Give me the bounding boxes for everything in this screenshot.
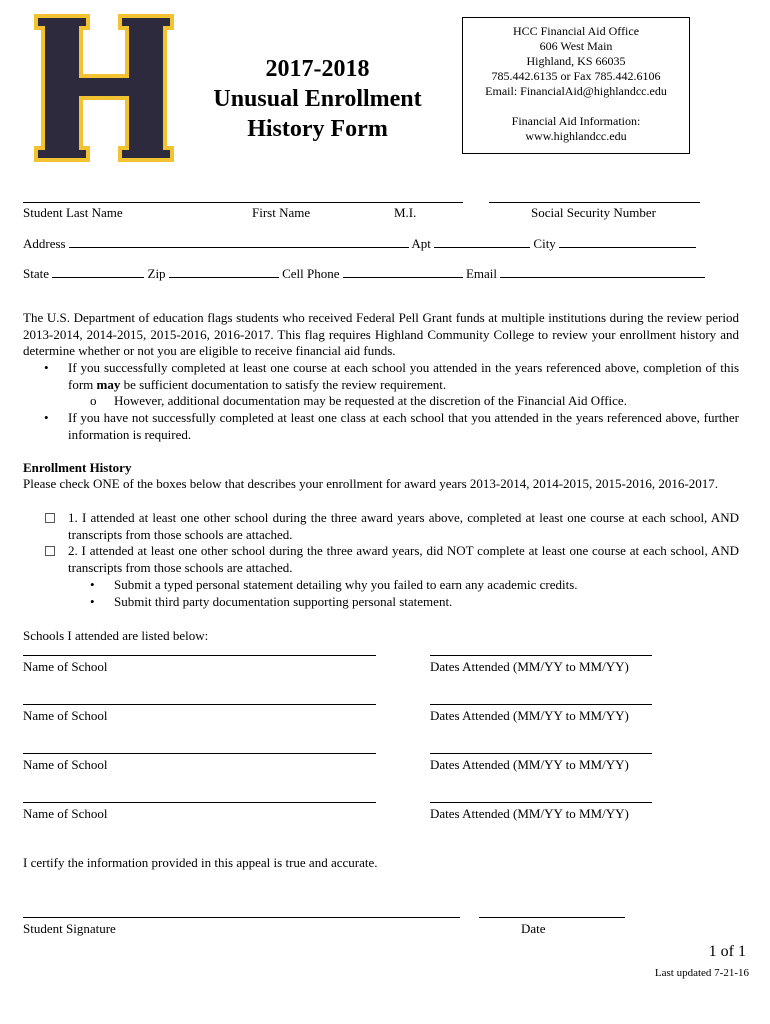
office-website: www.highlandcc.edu (525, 129, 627, 143)
bullet-icon: • (90, 577, 95, 592)
last-updated: Last updated 7-21-16 (654, 967, 749, 979)
bullet-icon: • (90, 594, 95, 609)
signature-line[interactable] (23, 917, 460, 918)
school-dates-line[interactable] (430, 802, 652, 803)
city-label: City (533, 236, 556, 251)
mi-label: M.I. (394, 205, 417, 220)
college-logo (34, 14, 174, 162)
school-name-line[interactable] (23, 753, 376, 754)
bullet-1: If you successfully completed at least one course at each school you attended in the years referenced above, completion of this form may be sufficient documentation to satisfy the review requirement. (68, 360, 739, 392)
bullet-2: If you have not successfully completed at least one class at each school that you attended in the years referenced above, further information is required. (68, 410, 739, 442)
signature-label: Student Signature (23, 921, 116, 936)
option-2-bullet-1: Submit a typed personal statement detailing why you failed to earn any academic credits. (114, 577, 578, 592)
city-field[interactable] (559, 236, 696, 248)
page-number: 1 of 1 (708, 943, 746, 960)
school-dates-label: Dates Attended (MM/YY to MM/YY) (430, 757, 629, 772)
ssn-field-line[interactable] (489, 202, 700, 203)
address-field[interactable] (69, 236, 409, 248)
office-phone: 785.442.6135 or Fax 785.442.6106 (491, 69, 661, 83)
enrollment-instructions: Please check ONE of the boxes below that describes your enrollment for award years 2013-2014, 2014-2015, 2015-2016, 2016-2017. (23, 476, 718, 491)
sub-bullet-icon: o (90, 393, 97, 408)
office-name: HCC Financial Aid Office (512, 24, 640, 38)
option-1-text: 1. I attended at least one other school during the three award years above, completed at least one course at each school, AND transcripts from those schools are attached. (68, 510, 739, 542)
office-email: Email: FinancialAid@highlandcc.edu (485, 84, 667, 98)
certify-statement: I certify the information provided in this appeal is true and accurate. (23, 855, 378, 870)
state-label: State (23, 266, 49, 281)
sub-bullet: However, additional documentation may be requested at the discretion of the Financial Aid Office. (114, 393, 627, 408)
name-field-line[interactable] (23, 202, 463, 203)
school-dates-line[interactable] (430, 704, 652, 705)
title-line-3: History Form (247, 116, 388, 142)
email-field[interactable] (500, 266, 705, 278)
contact-row (23, 266, 705, 283)
first-name-label: First Name (252, 205, 311, 220)
option-2-text: 2. I attended at least one other school during the three award years, did NOT complete at least one course at each school, AND transcripts from those schools are attached. (68, 543, 739, 575)
office-city: Highland, KS 66035 (526, 54, 626, 68)
h-logo-icon (34, 14, 174, 162)
school-name-line[interactable] (23, 802, 376, 803)
school-name-label: Name of School (23, 659, 108, 674)
apt-field[interactable] (434, 236, 530, 248)
bullet-icon: • (44, 410, 49, 425)
option-2-checkbox[interactable] (45, 546, 55, 556)
form-title (190, 54, 445, 144)
bullet-icon: • (44, 360, 49, 375)
school-dates-label: Dates Attended (MM/YY to MM/YY) (430, 806, 629, 821)
option-1-checkbox[interactable] (45, 513, 55, 523)
address-row (23, 236, 696, 253)
school-dates-label: Dates Attended (MM/YY to MM/YY) (430, 659, 629, 674)
zip-label: Zip (147, 266, 166, 281)
office-info-box (462, 17, 690, 154)
office-street: 606 West Main (539, 39, 613, 53)
zip-field[interactable] (169, 266, 279, 278)
intro-paragraph: The U.S. Department of education flags students who received Federal Pell Grant funds at multiple institutions during the review period 2013-2014, 2014-2015, 2015-2016, 2016-2017. This flag requires Highland Community College to review your enrollment history and determine whether or not you are eligible to receive financial aid funds. (23, 310, 739, 358)
ssn-label: Social Security Number (531, 205, 656, 220)
title-line-2: Unusual Enrollment (213, 86, 422, 112)
date-label: Date (521, 921, 546, 936)
school-name-label: Name of School (23, 757, 108, 772)
apt-label: Apt (411, 236, 431, 251)
state-field[interactable] (52, 266, 144, 278)
address-label: Address (23, 236, 66, 251)
school-name-label: Name of School (23, 806, 108, 821)
school-name-label: Name of School (23, 708, 108, 723)
cell-phone-label: Cell Phone (282, 266, 340, 281)
school-dates-line[interactable] (430, 655, 652, 656)
schools-intro: Schools I attended are listed below: (23, 628, 209, 643)
cell-phone-field[interactable] (343, 266, 463, 278)
date-line[interactable] (479, 917, 625, 918)
school-dates-line[interactable] (430, 753, 652, 754)
option-2-bullet-2: Submit third party documentation supporting personal statement. (114, 594, 453, 609)
last-name-label: Student Last Name (23, 205, 123, 220)
enrollment-heading: Enrollment History (23, 460, 132, 475)
title-year: 2017-2018 (265, 56, 370, 82)
school-name-line[interactable] (23, 704, 376, 705)
office-info-label: Financial Aid Information: (511, 114, 641, 128)
school-name-line[interactable] (23, 655, 376, 656)
email-label: Email (465, 266, 498, 281)
school-dates-label: Dates Attended (MM/YY to MM/YY) (430, 708, 629, 723)
